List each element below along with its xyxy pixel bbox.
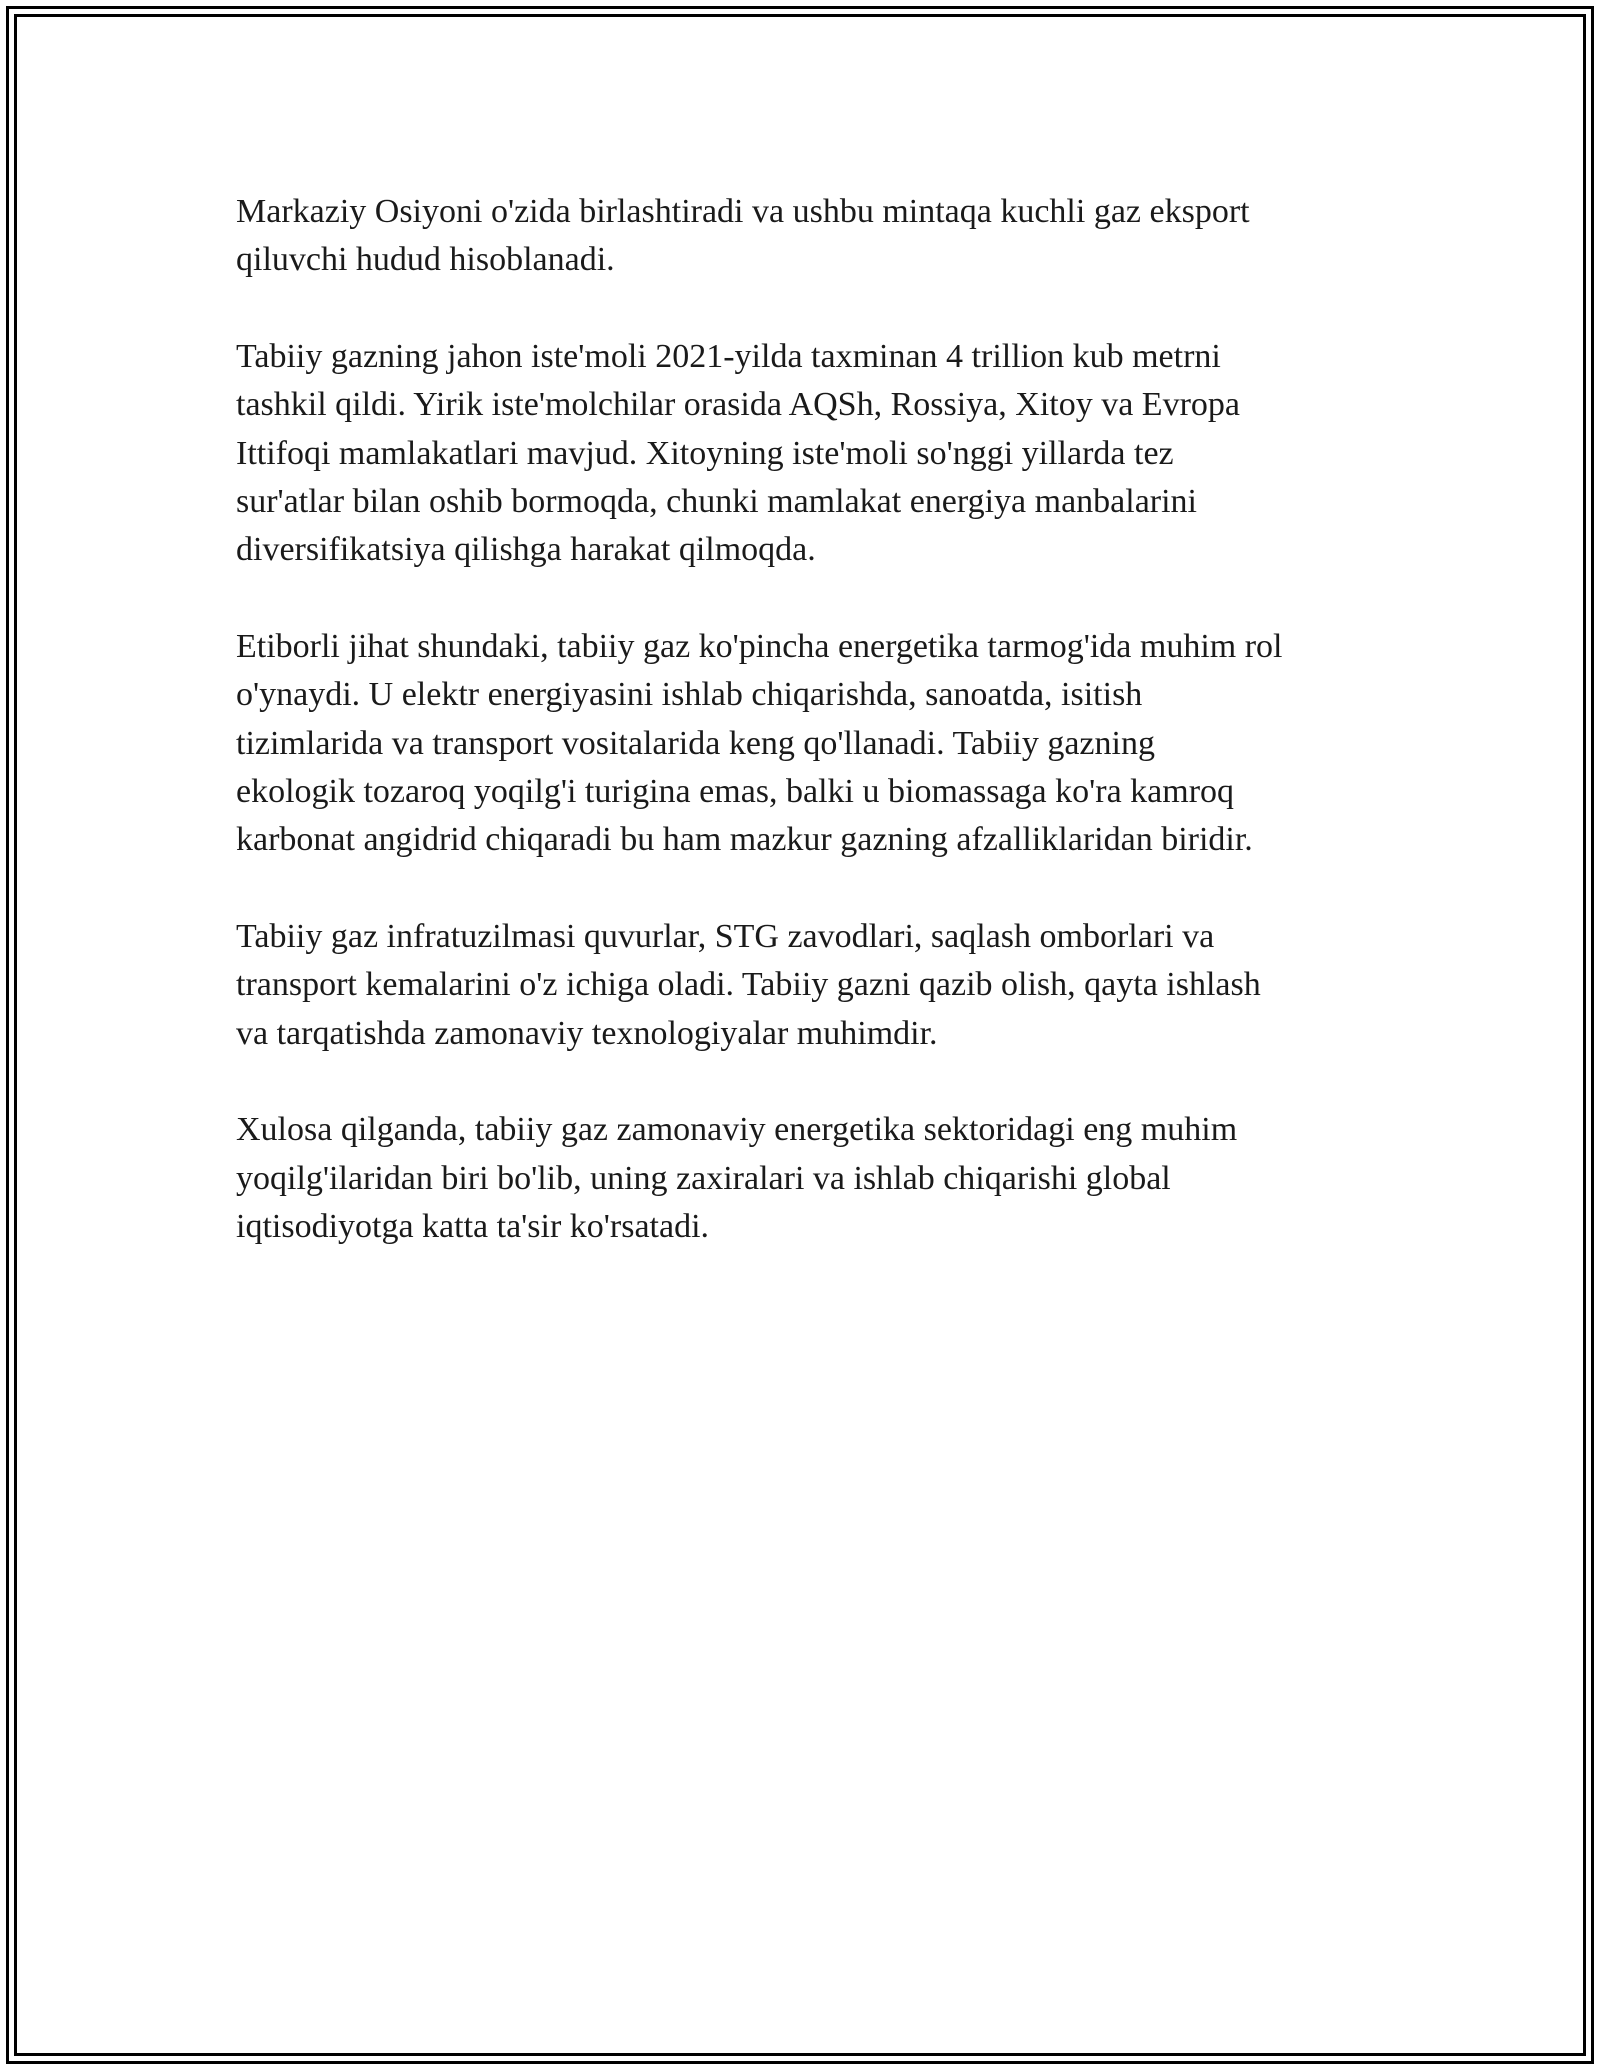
paragraph-4	[236, 913, 1376, 1058]
text-line: Xulosa qilganda, tabiiy gaz zamonaviy energetika sektoridagi eng muhim	[236, 1111, 1238, 1149]
text-line: qiluvchi hudud hisoblanadi.	[236, 241, 615, 279]
text-line: Markaziy Osiyoni o'zida birlashtiradi va ushbu mintaqa kuchli gaz eksport	[236, 193, 1250, 230]
text-line: tashkil qildi. Yirik iste'molchilar orasida AQSh, Rossiya, Xitoy va Evropa	[236, 386, 1240, 424]
text-line: yoqilg'ilaridan biri bo'lib, uning zaxiralari va ishlab chiqarishi global	[236, 1159, 1171, 1197]
text-line: diversifikatsiya qilishga harakat qilmoqda.	[236, 531, 816, 569]
document-body	[236, 188, 1376, 1299]
text-line: sur'atlar bilan oshib bormoqda, chunki mamlakat energiya manbalarini	[236, 483, 1197, 521]
text-line: transport kemalarini o'z ichiga oladi. Tabiiy gazni qazib olish, qayta ishlash	[236, 966, 1261, 1004]
text-line: va tarqatishda zamonaviy texnologiyalar muhimdir.	[236, 1014, 938, 1052]
text-line: Tabiiy gazning jahon iste'moli 2021-yilda taxminan 4 trillion kub metrni	[236, 337, 1221, 375]
text-line: Etiborli jihat shundaki, tabiiy gaz ko'pincha energetika tarmog'ida muhim rol	[236, 627, 1283, 665]
text-line: tizimlarida va transport vositalarida keng qo'llanadi. Tabiiy gazning	[236, 724, 1155, 762]
text-line: iqtisodiyotga katta ta'sir ko'rsatadi.	[236, 1207, 710, 1245]
text-line: Tabiiy gaz infratuzilmasi quvurlar, STG zavodlari, saqlash omborlari va	[236, 917, 1215, 955]
text-line: Ittifoqi mamlakatlari mavjud. Xitoyning iste'moli so'nggi yillarda tez	[236, 434, 1174, 472]
text-line: o'ynaydi. U elektr energiyasini ishlab chiqarishda, sanoatda, isitish	[236, 676, 1143, 714]
paragraph-3	[236, 623, 1376, 865]
text-line: karbonat angidrid chiqaradi bu ham mazkur gazning afzalliklaridan biridir.	[236, 821, 1253, 859]
paragraph-2	[236, 333, 1376, 575]
text-line: ekologik tozaroq yoqilg'i turigina emas, balki u biomassaga ko'ra kamroq	[236, 773, 1235, 811]
paragraph-5	[236, 1106, 1376, 1251]
paragraph-1	[236, 188, 1376, 285]
